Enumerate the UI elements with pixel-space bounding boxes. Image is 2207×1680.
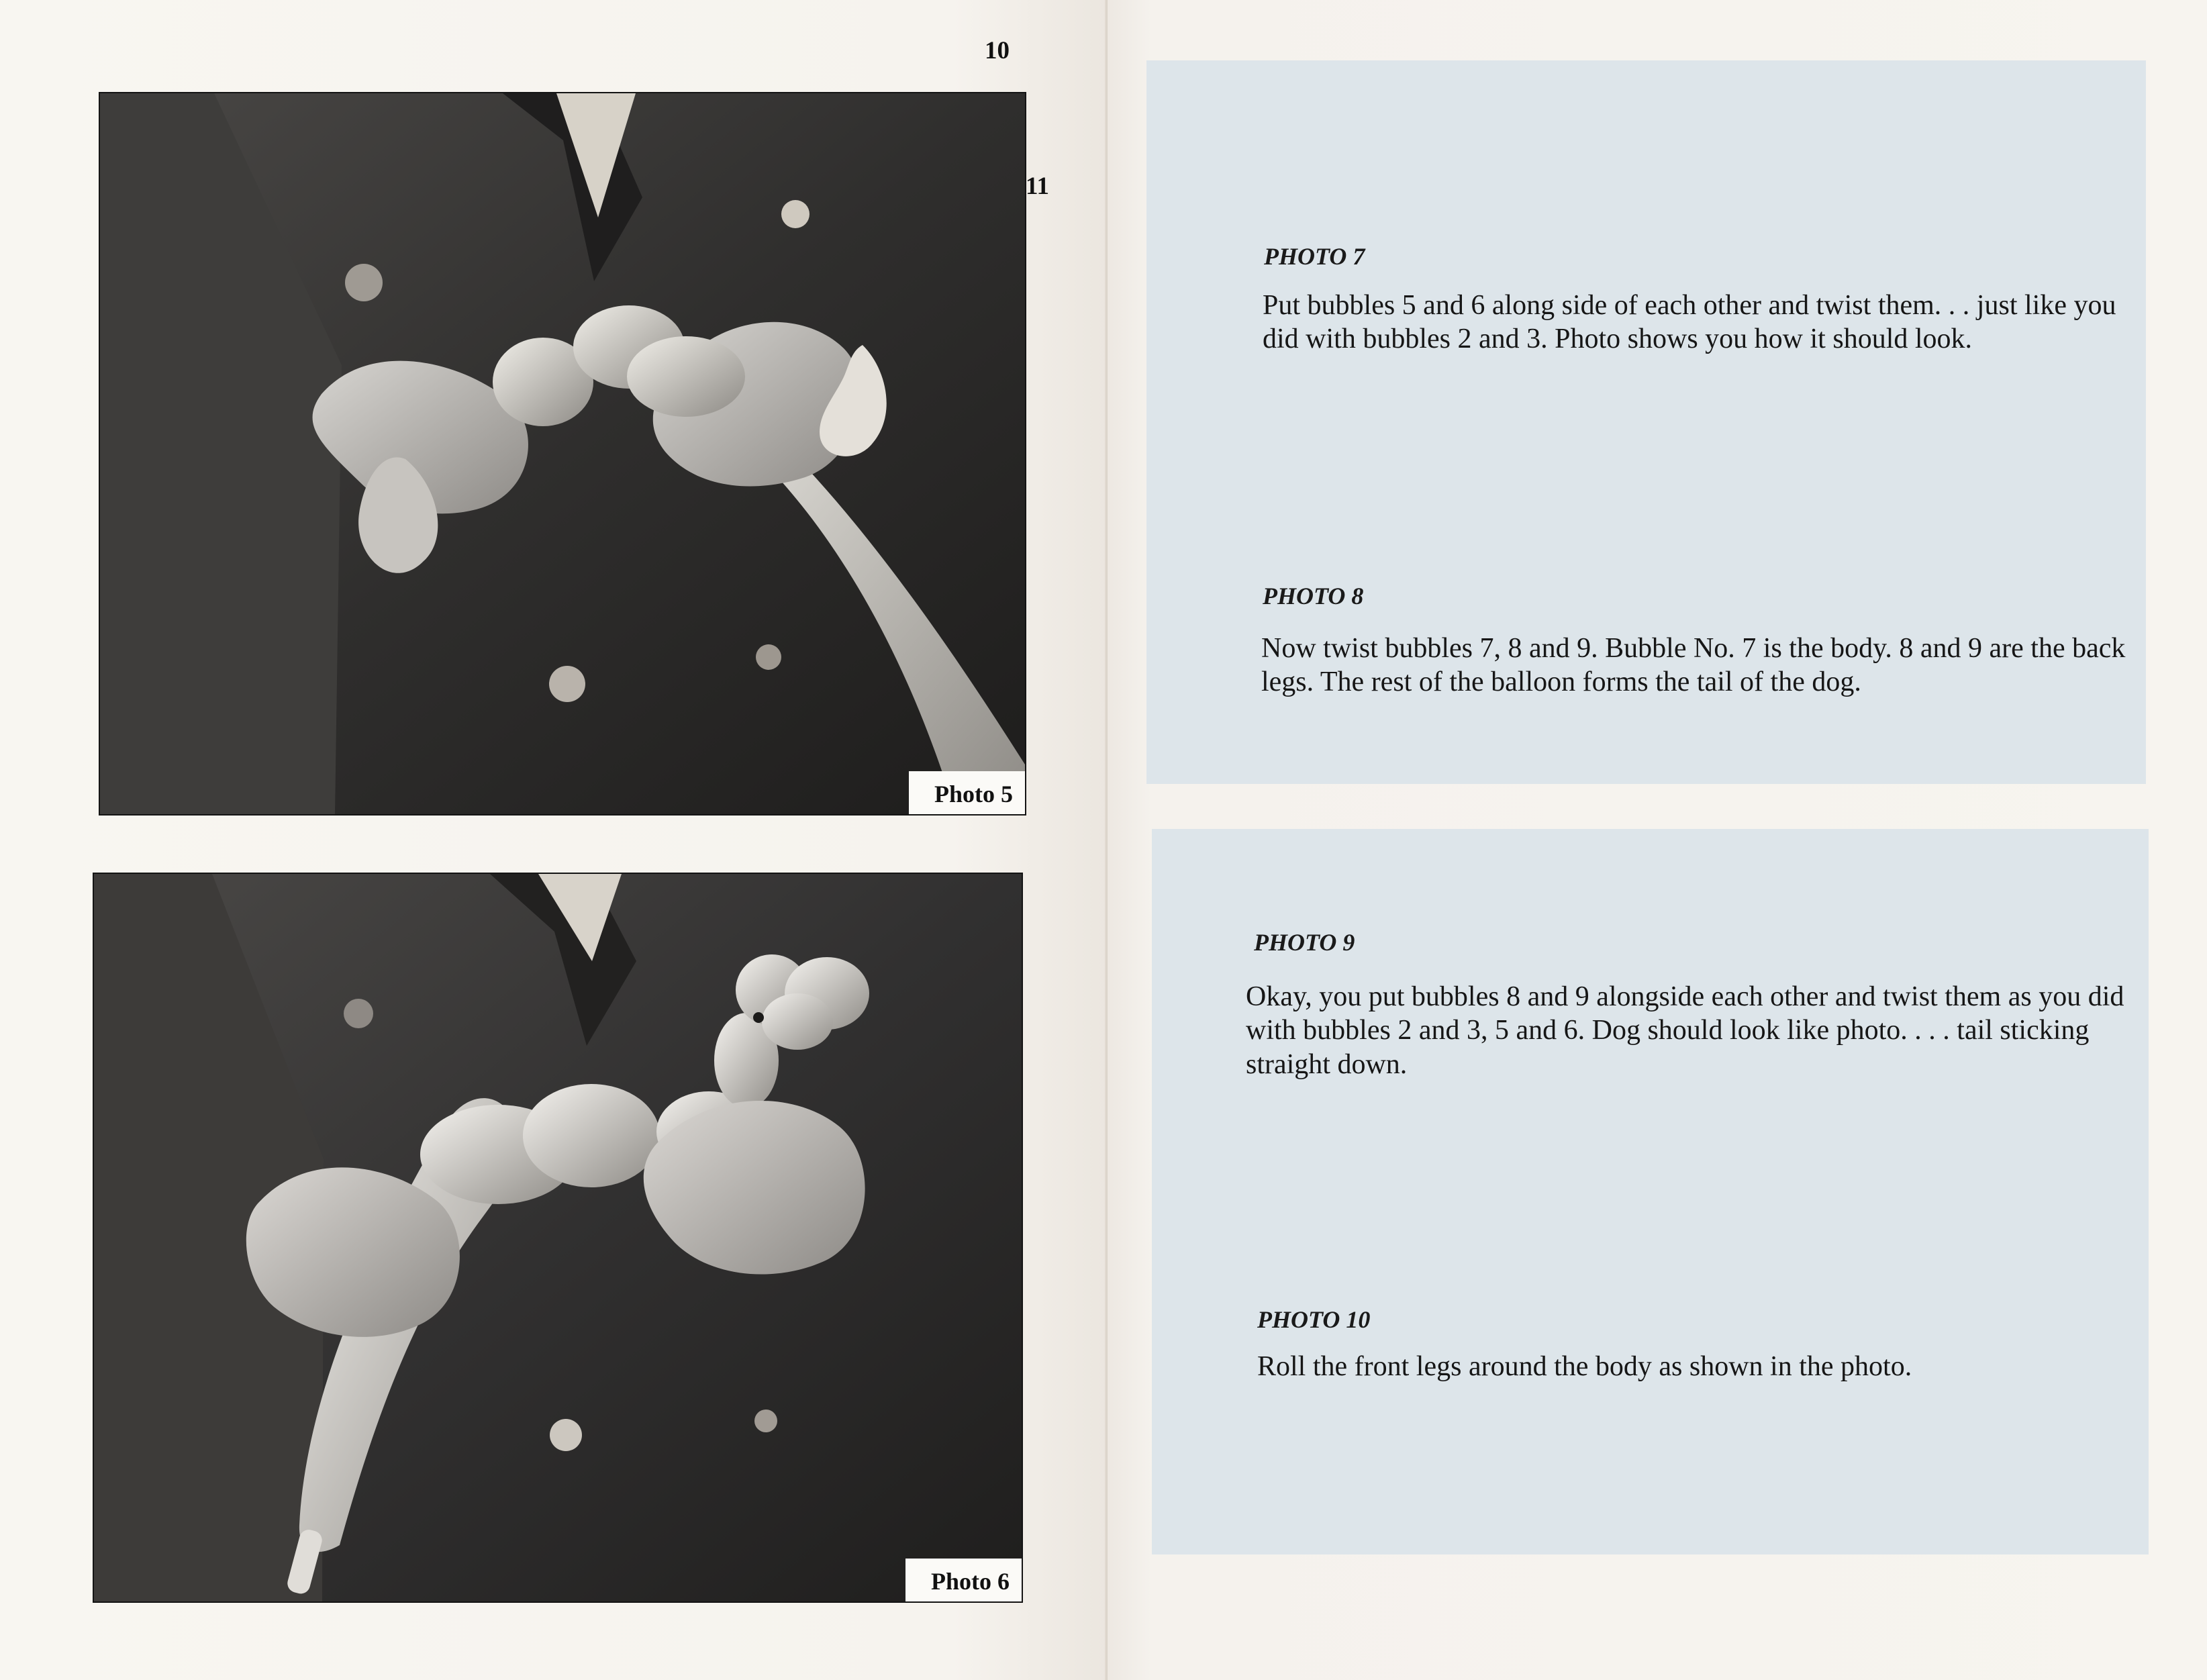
dog-snout-bubble [762, 993, 833, 1050]
instruction-body: Okay, you put bubbles 8 and 9 alongside each other and twist them as you did with bubbles 2 and 3, 5 and 6. Dog should look like photo. . . . tail sticking straight down. [1246, 981, 2124, 1080]
photo-6-caption: Photo 6 [905, 1559, 1022, 1601]
photo-6 [93, 873, 1023, 1603]
coat-button-left [345, 264, 383, 301]
photo-5-caption: Photo 5 [909, 771, 1025, 814]
balloon-bubble-right [627, 336, 745, 417]
coat-button-bottom [550, 1419, 582, 1451]
instruction-body: Now twist bubbles 7, 8 and 9. Bubble No. 7 is the body. 8 and 9 are the back legs. The rest of the balloon forms the tail of the dog. [1261, 633, 2126, 698]
coat-button-top [344, 999, 373, 1028]
coat-button-right [756, 644, 781, 670]
instruction-title: PHOTO 9 [1254, 929, 1355, 956]
photo-5-image [100, 93, 1025, 814]
instruction-title: PHOTO 10 [1257, 1306, 1371, 1333]
page-number-left: 10 [985, 37, 1010, 64]
coat-button-bottom [549, 666, 585, 702]
photo-6-image [94, 874, 1022, 1601]
instruction-body: Roll the front legs around the body as shown in the photo. [1257, 1351, 1912, 1382]
instruction-title: PHOTO 8 [1263, 583, 1364, 609]
photo-5 [99, 92, 1026, 816]
instruction-body: Put bubbles 5 and 6 along side of each other and twist them. . . just like you did with bubbles 2 and 3. Photo shows you how it should look. [1263, 290, 2116, 355]
dog-hind-bubble [523, 1084, 660, 1187]
instruction-title: PHOTO 7 [1264, 243, 1365, 270]
coat-button-top [781, 200, 810, 228]
dog-eye [753, 1012, 764, 1023]
page-number-right: 11 [1026, 172, 1049, 200]
coat-button-lower-right [754, 1410, 777, 1432]
